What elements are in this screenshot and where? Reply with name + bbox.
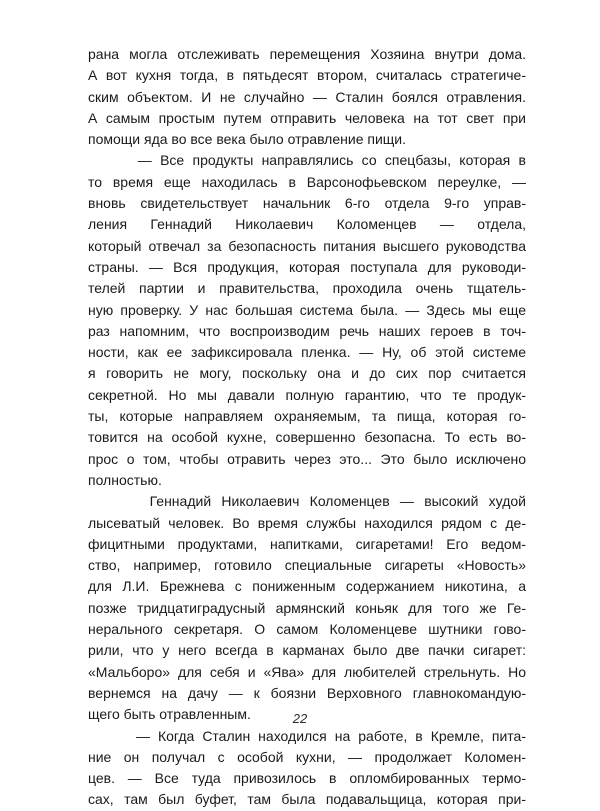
- text-line: для Л.И. Брежнева с пониженным содержанием никотина, а: [88, 578, 526, 595]
- text-line: помощи яда во все века было отравление пищи.: [88, 131, 406, 148]
- text-line: полностью.: [88, 471, 162, 488]
- body-text: [88, 44, 526, 811]
- text-line: то время еще находилась в Варсонофьевском переулке, —: [88, 173, 526, 190]
- text-line: ления Геннадий Николаевич Коломенцев — отдела,: [88, 216, 526, 233]
- text-line: — Когда Сталин находился на работе, в Кремле, пита-: [88, 727, 526, 744]
- text-line: который отвечал за безопасность питания высшего руководства: [88, 237, 526, 254]
- text-line: вернемся на дачу — к боязни Верховного главнокомандую-: [88, 684, 526, 701]
- text-line: раз напомним, что воспроизводим речь наших героев в точ-: [88, 322, 526, 339]
- text-line: страны. — Вся продукция, которая поступала для руководи-: [88, 258, 526, 275]
- text-line: ние он получал с особой кухни, — продолжает Коломен-: [88, 748, 526, 765]
- text-line: ство, например, готовило специальные сигареты «Новость»: [88, 557, 526, 574]
- text-line: телей партии и правительства, проходила очень тщатель-: [88, 280, 526, 297]
- text-line: рана могла отслеживать перемещения Хозяина внутри дома.: [88, 46, 526, 62]
- text-line: я говорить не могу, поскольку она и до сих пор считается: [88, 365, 526, 382]
- text-line: цев. — Все туда привозилось в опломбированных термо-: [88, 770, 526, 787]
- text-line: щего быть отравленным.: [88, 706, 251, 723]
- text-line: Геннадий Николаевич Коломенцев — высокий худой: [88, 493, 526, 510]
- text-line: нерального секретаря. О самом Коломенцеве шутники гово-: [88, 621, 526, 638]
- text-line: вновь свидетельствует начальник 6-го отдела 9-го управ-: [88, 195, 526, 212]
- text-line: секретной. Но мы давали полную гарантию, что те продук-: [88, 386, 526, 403]
- text-line: фицитными продуктами, напитками, сигаретами! Его ведом-: [88, 535, 526, 552]
- text-line: ную проверку. У нас большая система была. — Здесь мы еще: [88, 301, 526, 318]
- text-line: прос о том, чтобы отравить через это... Это было исключено: [88, 450, 526, 467]
- text-line: лысеватый человек. Во время службы находился рядом с де-: [88, 514, 526, 531]
- text-line: А самым простым путем отправить человека на тот свет при: [88, 109, 526, 126]
- text-line: рили, что у него всегда в карманах было две пачки сигарет:: [88, 642, 526, 659]
- text-line: позже тридцатиградусный армянский коньяк для того же Ге-: [88, 599, 526, 616]
- text-line: сах, там был буфет, там была подавальщица, которая при-: [88, 791, 526, 808]
- text-line: А вот кухня тогда, в пятьдесят втором, считалась стратегиче-: [88, 67, 526, 84]
- text-line: «Мальборо» для себя и «Ява» для любителей стрельнуть. Но: [88, 663, 526, 680]
- text-line: — Все продукты направлялись со спецбазы, которая в: [88, 152, 526, 169]
- text-line: товится на особой кухне, совершенно безопасна. То есть во-: [88, 429, 526, 446]
- text-line: ты, которые направляем охраняемым, та пища, которая го-: [88, 408, 526, 425]
- text-line: ности, как ее зафиксировала пленка. — Ну, об этой системе: [88, 344, 526, 361]
- text-line: ским объектом. И не случайно — Сталин боялся отравления.: [88, 88, 526, 105]
- page-number: 22: [292, 711, 308, 726]
